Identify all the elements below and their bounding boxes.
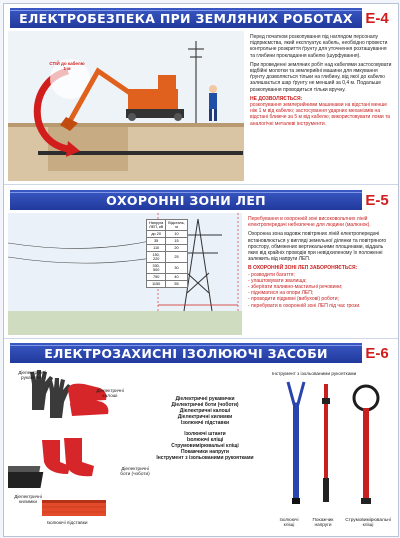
forbidden-list bbox=[248, 272, 392, 309]
table-header: Відстань, м bbox=[166, 220, 187, 231]
boots-icon bbox=[42, 438, 94, 476]
clamp-meter-icon bbox=[354, 386, 378, 504]
list-item: - розводити багаття; bbox=[248, 271, 295, 278]
table-row bbox=[147, 252, 188, 263]
table-row bbox=[147, 281, 188, 288]
list-item: Ізолюючі кліщі bbox=[186, 437, 224, 443]
table-row bbox=[147, 263, 188, 274]
earthworks-text bbox=[250, 34, 392, 130]
label-indicator: Покажчик напруги bbox=[312, 517, 334, 528]
list-item: Інструмент з ізольованими рукоятками bbox=[156, 455, 254, 461]
paragraph: Перебування в охоронній зоні високовольтних ліній електропередачі небезпечне для людини (малюнок). bbox=[248, 216, 371, 229]
table-cell: 40 bbox=[166, 274, 187, 281]
section-header-power-line-zones bbox=[10, 190, 362, 210]
table-cell: 25 bbox=[166, 252, 187, 263]
section-header-earthworks bbox=[10, 8, 362, 28]
list-item: - підніматися на опори ЛЕП; bbox=[248, 290, 314, 297]
table-cell: 15 bbox=[166, 238, 187, 245]
paragraph: Перед початком розкопування під наглядом персоналу підприємства, який експлуатує кабель, необхідно провести контрольне розкриття ґрунту для уточнення розташування та глибини прокладання кабелю (шурфування). bbox=[250, 34, 388, 59]
table-row bbox=[147, 238, 188, 245]
label-tools: Інструмент з ізольованими рукоятками bbox=[272, 371, 357, 376]
list-item: Струмовимірювальні кліщі bbox=[171, 443, 239, 449]
label-gloves: Діелектричні рукавички bbox=[18, 370, 46, 381]
section-title: ОХОРОННІ ЗОНИ ЛЕП bbox=[106, 192, 266, 208]
forbidden-title: НЕ ДОЗВОЛЯЄТЬСЯ: bbox=[250, 95, 303, 102]
voltage-distance-table bbox=[146, 219, 188, 288]
list-item: - перебувати в охоронній зоні ЛЕП під час грози. bbox=[248, 302, 361, 309]
power-line-text bbox=[248, 216, 392, 309]
forbidden-title: В ОХОРОННІЙ ЗОНІ ЛЕП ЗАБОРОНЯЄТЬСЯ: bbox=[248, 265, 358, 272]
carpets-icon bbox=[8, 466, 43, 488]
label-stand: Ізолюючі підставки bbox=[46, 520, 88, 525]
section-code: Е-6 bbox=[365, 344, 389, 362]
table-cell: до 20 bbox=[147, 231, 166, 238]
list-item: - улаштовувати звалища; bbox=[248, 277, 307, 284]
label-boots: Діелектричні боти (чоботи) bbox=[120, 466, 150, 477]
table-row bbox=[147, 274, 188, 281]
table-cell: 10 bbox=[166, 231, 187, 238]
list-item: Діелектричні рукавички bbox=[175, 396, 235, 402]
table-cell: 150, 220 bbox=[147, 252, 166, 263]
label-clamp: Струмовимірювальні кліщі bbox=[345, 517, 391, 528]
section-header-protective-means bbox=[10, 343, 362, 363]
section-title: ЕЛЕКТРОБЕЗПЕКА ПРИ ЗЕМЛЯНИХ РОБОТАХ bbox=[19, 10, 353, 26]
list-item: Діелектричні килимки bbox=[177, 414, 233, 420]
table-cell: 110 bbox=[147, 245, 166, 252]
list-item: - проводити підривні (вибухові) роботи; bbox=[248, 296, 339, 303]
stop-label: СТІЙ до кабелю 1 м bbox=[49, 61, 85, 72]
list-item: Ізолюючі штанги bbox=[184, 431, 226, 437]
list-item: - зберігати паливно-мастильні речовини; bbox=[248, 284, 343, 291]
table-header: Напруга ЛЕП, кВ bbox=[147, 220, 166, 231]
excavator-illustration bbox=[8, 31, 244, 181]
pliers-icon bbox=[288, 382, 304, 504]
protective-means-list bbox=[150, 396, 260, 461]
section-code: Е-4 bbox=[365, 9, 389, 27]
section-divider bbox=[4, 184, 398, 185]
table-cell: 30 bbox=[166, 263, 187, 274]
table-cell: 750 bbox=[147, 274, 166, 281]
table-cell: 20 bbox=[166, 245, 187, 252]
insulated-tools-illustration bbox=[270, 378, 396, 514]
label-pliers: Ізолюючі кліщі bbox=[279, 517, 299, 528]
paragraph: Охоронна зона вздовж повітряних ліній електропередачі встановлюється у вигляді земельної ділянки та повітряного простору, обмежених вертикальними площинами, віддаль яких від крайніх проводів при невідхиленому їх положенні залежить від напруги ЛЕП. bbox=[248, 231, 387, 263]
poster-page bbox=[3, 3, 399, 537]
table-cell: 35 bbox=[147, 238, 166, 245]
list-item: Діелектричні калоші bbox=[179, 408, 231, 414]
forbidden-text: розкопування землерийними машинами на відстані менше ніж 1 м від кабелю; застосування ударних механізмів на відстані ближче за 5 м від кабелю; використовувати ломи та аналогічні металеві інструменти. bbox=[250, 102, 391, 127]
table-cell: 1150 bbox=[147, 281, 166, 288]
power-line-illustration bbox=[8, 213, 242, 335]
list-item: Діелектричні боти (чоботи) bbox=[171, 402, 239, 408]
table-cell: 330, 500 bbox=[147, 263, 166, 274]
section-code: Е-5 bbox=[365, 191, 389, 209]
paragraph: При проведенні земляних робіт над кабелями застосовувати відбійні молотки та землерийні машини для ямкування ґрунту дозволяється тільки на глибину, від якої до кабелю залишається шар ґрунту не менший за 0,4 м. Подальше розкопування проводиться тільки вручну. bbox=[250, 61, 392, 93]
voltage-indicator-icon bbox=[322, 384, 330, 502]
section-divider bbox=[4, 338, 398, 339]
stand-icon bbox=[42, 500, 106, 516]
table-row bbox=[147, 245, 188, 252]
list-item: Покажчики напруги bbox=[180, 449, 230, 455]
list-item: Ізолюючі підставки bbox=[180, 420, 230, 426]
section-title: ЕЛЕКТРОЗАХИСНІ ІЗОЛЮЮЧІ ЗАСОБИ bbox=[44, 345, 328, 361]
label-galoshes: Діелектричні калоші bbox=[96, 388, 124, 399]
table-row bbox=[147, 231, 188, 238]
label-carpets: Діелектричні килимки bbox=[14, 494, 42, 505]
table-cell: 55 bbox=[166, 281, 187, 288]
